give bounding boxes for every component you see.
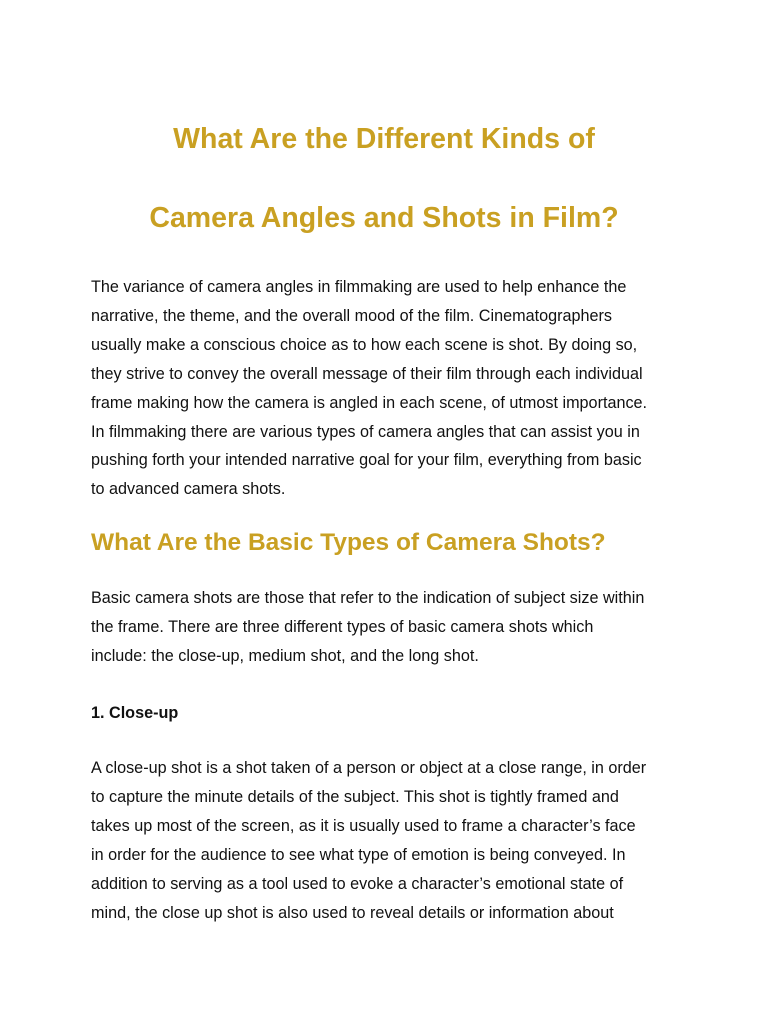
text-line: In filmmaking there are various types of camera angles that can assist you in bbox=[91, 422, 640, 441]
page-title-line-1: What Are the Different Kinds of bbox=[173, 123, 595, 155]
page-title-line-2: Camera Angles and Shots in Film? bbox=[149, 202, 619, 234]
text-line: Basic camera shots are those that refer to the indication of subject size within bbox=[91, 589, 645, 607]
text-line: to capture the minute details of the subject. This shot is tightly framed and bbox=[91, 787, 619, 806]
text-line: narrative, the theme, and the overall mood of the film. Cinematographers bbox=[91, 306, 612, 325]
text-line: frame making how the camera is angled in each scene, of utmost importance. bbox=[91, 393, 648, 412]
close-up-paragraph bbox=[91, 754, 691, 927]
text-line: A close-up shot is a shot taken of a person or object at a close range, in order bbox=[91, 759, 647, 777]
text-line: usually make a conscious choice as to how each scene is shot. By doing so, bbox=[91, 335, 638, 354]
section-heading: What Are the Basic Types of Camera Shots? bbox=[91, 529, 606, 556]
text-line: include: the close-up, medium shot, and the long shot. bbox=[91, 646, 479, 665]
text-line: they strive to convey the overall message of their film through each individual bbox=[91, 364, 643, 383]
text-line: the frame. There are three different types of basic camera shots which bbox=[91, 617, 594, 636]
text-line: pushing forth your intended narrative goal for your film, everything from basic bbox=[91, 451, 642, 470]
intro-paragraph bbox=[91, 273, 691, 504]
text-line: to advanced camera shots. bbox=[91, 480, 286, 499]
text-line: mind, the close up shot is also used to reveal details or information about bbox=[91, 903, 614, 922]
text-line: addition to serving as a tool used to evoke a character’s emotional state of bbox=[91, 874, 624, 893]
text-line: in order for the audience to see what type of emotion is being conveyed. In bbox=[91, 845, 626, 864]
subheading-close-up: 1. Close-up bbox=[91, 704, 179, 722]
basic-shots-paragraph bbox=[91, 584, 691, 671]
text-line: The variance of camera angles in filmmaking are used to help enhance the bbox=[91, 278, 627, 296]
text-line: takes up most of the screen, as it is usually used to frame a character’s face bbox=[91, 816, 636, 835]
